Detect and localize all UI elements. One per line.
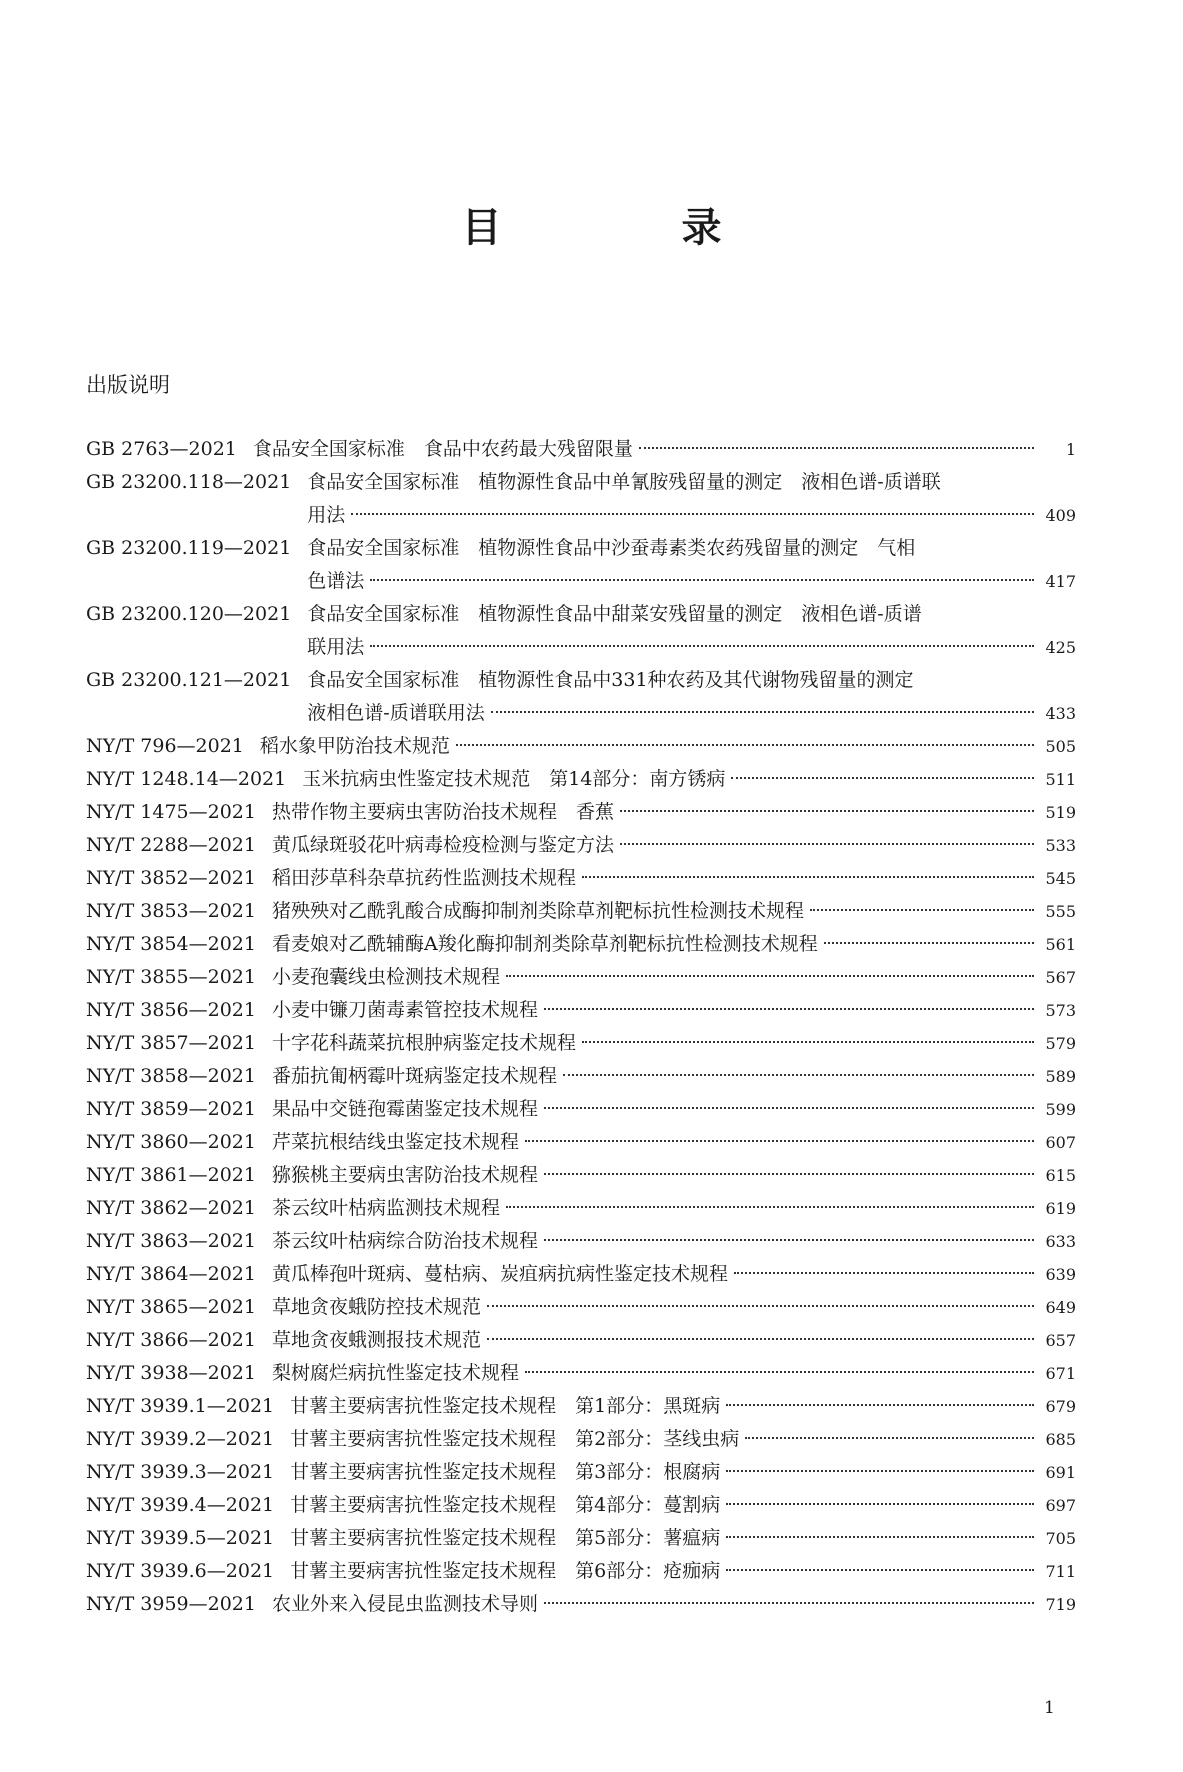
standard-code: GB 23200.119—2021: [86, 537, 292, 559]
dot-leader: [726, 1536, 1034, 1538]
entry-line: [272, 1588, 1076, 1621]
dot-leader: [506, 1206, 1034, 1208]
toc-entry: [86, 829, 1076, 862]
entry-page-number: 649: [1045, 1298, 1076, 1317]
entry-page-number: 573: [1045, 1001, 1076, 1020]
entry-body: [253, 433, 1076, 466]
entry-page-number: 511: [1045, 770, 1076, 789]
entry-page-number: 1: [1065, 440, 1076, 459]
entry-page-number: 433: [1045, 704, 1076, 723]
entry-page-number: 533: [1045, 836, 1076, 855]
entry-page-number: 599: [1045, 1100, 1076, 1119]
entry-body: [302, 763, 1076, 796]
entry-body: [272, 1324, 1076, 1357]
toc-entry: [86, 1126, 1076, 1159]
entry-body: [272, 961, 1076, 994]
toc-entry: [86, 1357, 1076, 1390]
entry-page-number: 633: [1045, 1232, 1076, 1251]
standard-code: NY/T 3859—2021: [86, 1098, 256, 1120]
standard-code: GB 23200.120—2021: [86, 603, 292, 625]
toc-entry: [86, 928, 1076, 961]
toc-entry: [86, 796, 1076, 829]
entry-title: 猪殃殃对乙酰乳酸合成酶抑制剂类除草剂靶标抗性检测技术规程: [272, 900, 805, 922]
standard-code: NY/T 3864—2021: [86, 1263, 256, 1285]
entry-body: [272, 1027, 1076, 1060]
toc-entry: [86, 1258, 1076, 1291]
entry-page-number: 615: [1045, 1166, 1076, 1185]
toc-entry: [86, 532, 1076, 598]
entry-line: [290, 1522, 1076, 1555]
entry-line: [290, 1555, 1076, 1588]
entry-title: 黄瓜绿斑驳花叶病毒检疫检测与鉴定方法: [272, 834, 615, 856]
entry-line: [272, 895, 1076, 928]
dot-leader: [726, 1503, 1034, 1505]
toc-entry: [86, 1324, 1076, 1357]
entry-title: 色谱法: [307, 570, 365, 592]
dot-leader: [734, 1272, 1034, 1274]
dot-leader: [726, 1569, 1034, 1571]
dot-leader: [620, 810, 1034, 812]
entry-body: [272, 862, 1076, 895]
entry-page-number: 409: [1045, 506, 1076, 525]
entry-title: 甘薯主要病害抗性鉴定技术规程 第1部分：黑斑病: [290, 1395, 721, 1417]
entry-title: 食品安全国家标准 植物源性食品中甜菜安残留量的测定 液相色谱-质谱: [307, 603, 922, 625]
page-title: 目 录: [461, 205, 792, 251]
entry-page-number: 555: [1045, 902, 1076, 921]
dot-leader: [582, 876, 1034, 878]
entry-line: [290, 1456, 1076, 1489]
toc-entry: [86, 763, 1076, 796]
entry-title: 用法: [307, 504, 346, 526]
dot-leader: [810, 909, 1034, 911]
toc-entry: [86, 1060, 1076, 1093]
entry-line: [307, 631, 1076, 664]
entry-line: [307, 697, 1076, 730]
entry-body: [272, 1588, 1076, 1621]
entry-title: 食品安全国家标准 植物源性食品中331种农药及其代谢物残留量的测定: [307, 669, 914, 691]
entry-line: [272, 1225, 1076, 1258]
entry-title: 甘薯主要病害抗性鉴定技术规程 第3部分：根腐病: [290, 1461, 721, 1483]
standard-code: NY/T 796—2021: [86, 735, 244, 757]
standard-code: NY/T 3939.6—2021: [86, 1560, 275, 1582]
entry-body: [272, 994, 1076, 1027]
standard-code: NY/T 3939.3—2021: [86, 1461, 275, 1483]
entry-line: [272, 796, 1076, 829]
toc-entry: [86, 895, 1076, 928]
entry-body: [290, 1390, 1076, 1423]
entry-title: 农业外来入侵昆虫监测技术导则: [272, 1593, 539, 1615]
dot-leader: [370, 645, 1034, 647]
entry-page-number: 657: [1045, 1331, 1076, 1350]
toc-entry: [86, 1522, 1076, 1555]
preface-heading: 出版说明: [86, 373, 170, 397]
entry-line: [272, 1192, 1076, 1225]
dot-leader: [563, 1074, 1034, 1076]
dot-leader: [544, 1602, 1034, 1604]
entry-line: [272, 1324, 1076, 1357]
entry-line: [272, 928, 1076, 961]
toc-entry: [86, 598, 1076, 664]
entry-page-number: 619: [1045, 1199, 1076, 1218]
entry-line: [272, 1027, 1076, 1060]
toc-entry: [86, 994, 1076, 1027]
dot-leader: [726, 1404, 1034, 1406]
dot-leader: [491, 711, 1034, 713]
entry-line: [272, 1357, 1076, 1390]
entry-line: [260, 730, 1076, 763]
entry-line: [307, 466, 1076, 499]
entry-page-number: 671: [1045, 1364, 1076, 1383]
entry-title: 小麦中镰刀菌毒素管控技术规程: [272, 999, 539, 1021]
entry-title: 黄瓜棒孢叶斑病、蔓枯病、炭疽病抗病性鉴定技术规程: [272, 1263, 729, 1285]
entry-title: 稻水象甲防治技术规范: [259, 735, 450, 757]
dot-leader: [731, 777, 1034, 779]
entry-body: [272, 928, 1076, 961]
entry-body: [272, 1159, 1076, 1192]
toc-entry: [86, 1291, 1076, 1324]
entry-body: [272, 1093, 1076, 1126]
dot-leader: [487, 1305, 1034, 1307]
standard-code: NY/T 3959—2021: [86, 1593, 256, 1615]
entry-body: [307, 664, 1076, 730]
entry-page-number: 561: [1045, 935, 1076, 954]
entry-title: 果品中交链孢霉菌鉴定技术规程: [272, 1098, 539, 1120]
dot-leader: [544, 1173, 1034, 1175]
entry-title: 茶云纹叶枯病综合防治技术规程: [272, 1230, 539, 1252]
standard-code: GB 2763—2021: [86, 438, 237, 460]
standard-code: NY/T 3938—2021: [86, 1362, 256, 1384]
entry-title: 玉米抗病虫性鉴定技术规范 第14部分：南方锈病: [302, 768, 726, 790]
entry-title: 甘薯主要病害抗性鉴定技术规程 第6部分：疮痂病: [290, 1560, 721, 1582]
entry-line: [302, 763, 1076, 796]
entry-body: [272, 1291, 1076, 1324]
dot-leader: [726, 1470, 1034, 1472]
standard-code: GB 23200.121—2021: [86, 669, 292, 691]
entry-title: 液相色谱-质谱联用法: [307, 702, 485, 724]
dot-leader: [544, 1239, 1034, 1241]
dot-leader: [525, 1140, 1034, 1142]
entry-page-number: 679: [1045, 1397, 1076, 1416]
toc-entry: [86, 466, 1076, 532]
dot-leader: [582, 1041, 1034, 1043]
entry-line: [272, 862, 1076, 895]
entry-body: [290, 1423, 1076, 1456]
entry-body: [307, 598, 1076, 664]
dot-leader: [745, 1437, 1034, 1439]
entry-page-number: 639: [1045, 1265, 1076, 1284]
standard-code: NY/T 3857—2021: [86, 1032, 256, 1054]
toc-entry: [86, 433, 1076, 466]
entry-body: [272, 1060, 1076, 1093]
entry-title: 猕猴桃主要病虫害防治技术规程: [272, 1164, 539, 1186]
toc-entry: [86, 1555, 1076, 1588]
dot-leader: [544, 1107, 1034, 1109]
entry-page-number: 545: [1045, 869, 1076, 888]
standard-code: NY/T 3939.5—2021: [86, 1527, 275, 1549]
toc-entry: [86, 1027, 1076, 1060]
entry-body: [290, 1522, 1076, 1555]
entry-title: 食品安全国家标准 植物源性食品中单氰胺残留量的测定 液相色谱-质谱联: [307, 471, 941, 493]
entry-line: [253, 433, 1076, 466]
entry-line: [272, 994, 1076, 1027]
toc-entry: [86, 1390, 1076, 1423]
entry-line: [272, 1159, 1076, 1192]
entry-title: 芹菜抗根结线虫鉴定技术规程: [272, 1131, 520, 1153]
standard-code: NY/T 3866—2021: [86, 1329, 256, 1351]
entry-line: [290, 1489, 1076, 1522]
entry-title: 甘薯主要病害抗性鉴定技术规程 第4部分：蔓割病: [290, 1494, 721, 1516]
entry-page-number: 719: [1045, 1595, 1076, 1614]
entry-page-number: 505: [1045, 737, 1076, 756]
standard-code: NY/T 3865—2021: [86, 1296, 256, 1318]
entry-body: [290, 1489, 1076, 1522]
standard-code: NY/T 3939.4—2021: [86, 1494, 275, 1516]
entry-title: 十字花科蔬菜抗根肿病鉴定技术规程: [272, 1032, 577, 1054]
entry-title: 食品安全国家标准 植物源性食品中沙蚕毒素类农药残留量的测定 气相: [307, 537, 916, 559]
entry-body: [272, 796, 1076, 829]
toc-entry: [86, 664, 1076, 730]
entry-page-number: 417: [1045, 572, 1076, 591]
entry-title: 甘薯主要病害抗性鉴定技术规程 第5部分：薯瘟病: [290, 1527, 721, 1549]
entry-body: [307, 532, 1076, 598]
dot-leader: [620, 843, 1034, 845]
dot-leader: [525, 1371, 1034, 1373]
standard-code: NY/T 3853—2021: [86, 900, 256, 922]
standard-code: NY/T 3939.1—2021: [86, 1395, 275, 1417]
table-of-contents: [86, 433, 1076, 1621]
toc-entry: [86, 730, 1076, 763]
standard-code: NY/T 3861—2021: [86, 1164, 256, 1186]
entry-body: [290, 1456, 1076, 1489]
entry-line: [307, 499, 1076, 532]
standard-code: NY/T 3860—2021: [86, 1131, 256, 1153]
entry-title: 小麦孢囊线虫检测技术规程: [272, 966, 501, 988]
dot-leader: [506, 975, 1034, 977]
entry-page-number: 519: [1045, 803, 1076, 822]
entry-body: [272, 1126, 1076, 1159]
entry-title: 食品安全国家标准 食品中农药最大残留限量: [252, 438, 633, 460]
dot-leader: [351, 513, 1034, 515]
entry-page-number: 607: [1045, 1133, 1076, 1152]
entry-page-number: 685: [1045, 1430, 1076, 1449]
entry-line: [307, 565, 1076, 598]
entry-page-number: 705: [1045, 1529, 1076, 1548]
entry-title: 甘薯主要病害抗性鉴定技术规程 第2部分：茎线虫病: [290, 1428, 740, 1450]
entry-body: [290, 1555, 1076, 1588]
standard-code: GB 23200.118—2021: [86, 471, 292, 493]
standard-code: NY/T 1248.14—2021: [86, 768, 287, 790]
dot-leader: [487, 1338, 1034, 1340]
entry-line: [290, 1390, 1076, 1423]
dot-leader: [456, 744, 1034, 746]
entry-page-number: 589: [1045, 1067, 1076, 1086]
standard-code: NY/T 3858—2021: [86, 1065, 256, 1087]
entry-line: [272, 1060, 1076, 1093]
entry-page-number: 697: [1045, 1496, 1076, 1515]
entry-line: [272, 1291, 1076, 1324]
entry-line: [272, 961, 1076, 994]
entry-body: [272, 1225, 1076, 1258]
toc-entry: [86, 1489, 1076, 1522]
standard-code: NY/T 2288—2021: [86, 834, 256, 856]
entry-page-number: 691: [1045, 1463, 1076, 1482]
toc-entry: [86, 1423, 1076, 1456]
entry-line: [290, 1423, 1076, 1456]
entry-body: [272, 1357, 1076, 1390]
entry-body: [307, 466, 1076, 532]
entry-line: [307, 664, 1076, 697]
entry-line: [272, 1126, 1076, 1159]
entry-page-number: 425: [1045, 638, 1076, 657]
page-number: 1: [1044, 1698, 1055, 1718]
toc-entry: [86, 1588, 1076, 1621]
entry-body: [272, 1258, 1076, 1291]
entry-page-number: 567: [1045, 968, 1076, 987]
entry-line: [272, 829, 1076, 862]
toc-entry: [86, 1159, 1076, 1192]
entry-line: [307, 532, 1076, 565]
toc-entry: [86, 862, 1076, 895]
dot-leader: [639, 447, 1034, 449]
entry-body: [272, 1192, 1076, 1225]
entry-body: [272, 829, 1076, 862]
toc-entry: [86, 961, 1076, 994]
toc-entry: [86, 1456, 1076, 1489]
standard-code: NY/T 3854—2021: [86, 933, 256, 955]
dot-leader: [370, 579, 1034, 581]
toc-entry: [86, 1225, 1076, 1258]
entry-title: 联用法: [307, 636, 365, 658]
entry-title: 草地贪夜蛾防控技术规范: [272, 1296, 482, 1318]
standard-code: NY/T 1475—2021: [86, 801, 256, 823]
entry-title: 看麦娘对乙酰辅酶A羧化酶抑制剂类除草剂靶标抗性检测技术规程: [272, 933, 818, 955]
standard-code: NY/T 3862—2021: [86, 1197, 256, 1219]
entry-line: [272, 1093, 1076, 1126]
entry-title: 热带作物主要病虫害防治技术规程 香蕉: [272, 801, 615, 823]
entry-title: 茶云纹叶枯病监测技术规程: [272, 1197, 501, 1219]
standard-code: NY/T 3939.2—2021: [86, 1428, 275, 1450]
entry-title: 草地贪夜蛾测报技术规范: [272, 1329, 482, 1351]
entry-body: [272, 895, 1076, 928]
standard-code: NY/T 3863—2021: [86, 1230, 256, 1252]
toc-entry: [86, 1093, 1076, 1126]
entry-line: [307, 598, 1076, 631]
entry-title: 梨树腐烂病抗性鉴定技术规程: [272, 1362, 520, 1384]
standard-code: NY/T 3852—2021: [86, 867, 256, 889]
entry-line: [272, 1258, 1076, 1291]
entry-page-number: 711: [1045, 1562, 1076, 1581]
entry-title: 番茄抗匍柄霉叶斑病鉴定技术规程: [272, 1065, 558, 1087]
dot-leader: [824, 942, 1034, 944]
entry-page-number: 579: [1045, 1034, 1076, 1053]
entry-title: 稻田莎草科杂草抗药性监测技术规程: [272, 867, 577, 889]
toc-entry: [86, 1192, 1076, 1225]
standard-code: NY/T 3855—2021: [86, 966, 256, 988]
entry-body: [260, 730, 1076, 763]
standard-code: NY/T 3856—2021: [86, 999, 256, 1021]
dot-leader: [544, 1008, 1034, 1010]
